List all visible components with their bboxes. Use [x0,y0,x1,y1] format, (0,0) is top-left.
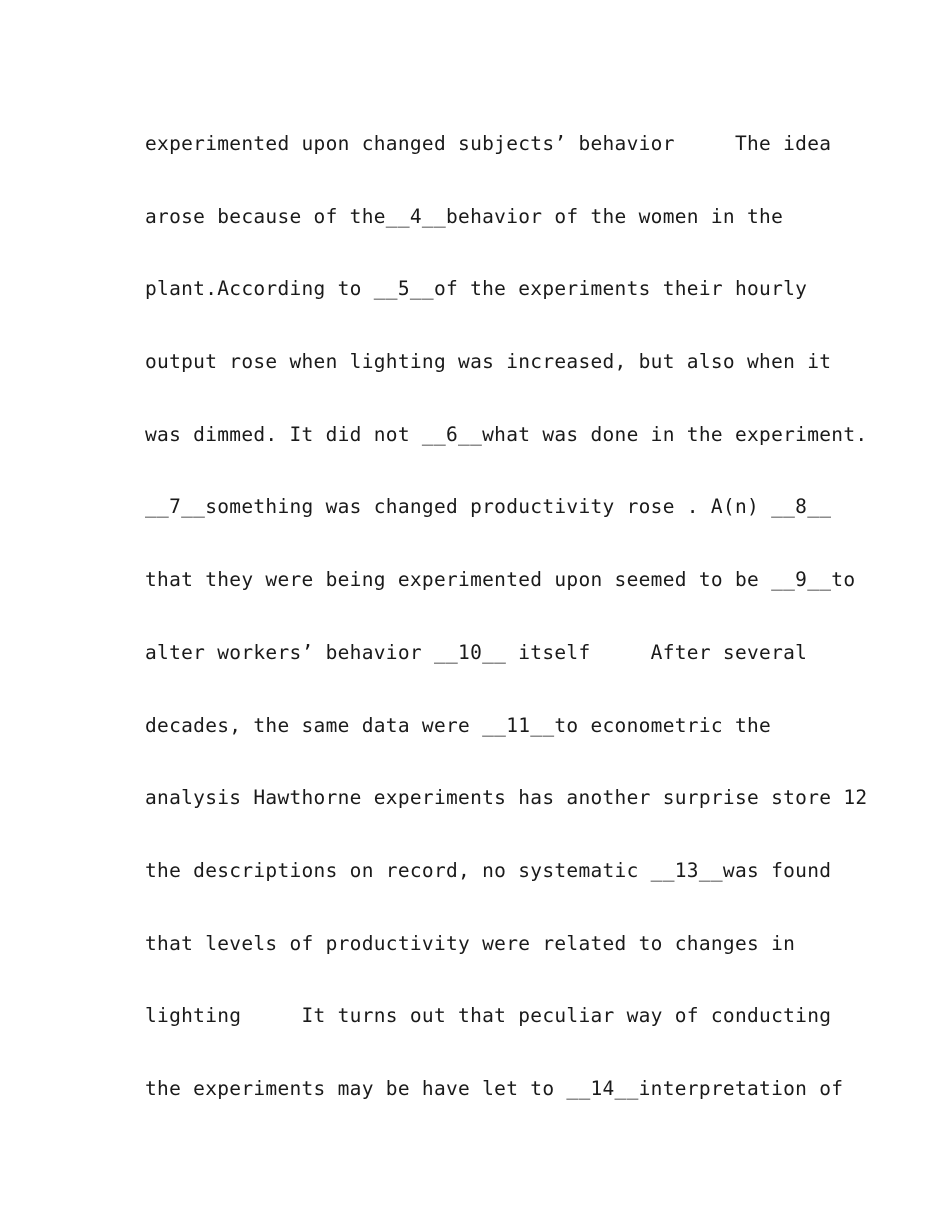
passage-line: was dimmed. It did not __6__what was done in the experiment. [145,422,868,446]
passage-line: experimented upon changed subjects’ behavior The idea [145,132,832,155]
passage-line: decades, the same data were __11__to econometric the [145,713,772,737]
passage-line: __7__something was changed productivity rose . A(n) __8__ [145,495,832,519]
passage-line: the descriptions on record, no systematic __13__was found [145,858,832,882]
passage-line: plant.According to __5__of the experiments their hourly [145,277,808,301]
passage-body [145,127,868,1145]
passage-line: analysis Hawthorne experiments has another surprise store 12 [145,786,868,810]
passage-line: arose because of the__4__behavior of the women in the [145,204,784,228]
passage-line: the experiments may be have let to __14__interpretation of [145,1076,844,1100]
passage-line: that levels of productivity were related to changes in [145,931,796,955]
passage-line: that they were being experimented upon seemed to be __9__to [145,568,856,592]
passage-line: alter workers’ behavior __10__ itself After several [145,640,808,664]
passage-line: lighting It turns out that peculiar way of conducting [145,1004,832,1028]
passage-line: output rose when lighting was increased, but also when it [145,350,832,374]
